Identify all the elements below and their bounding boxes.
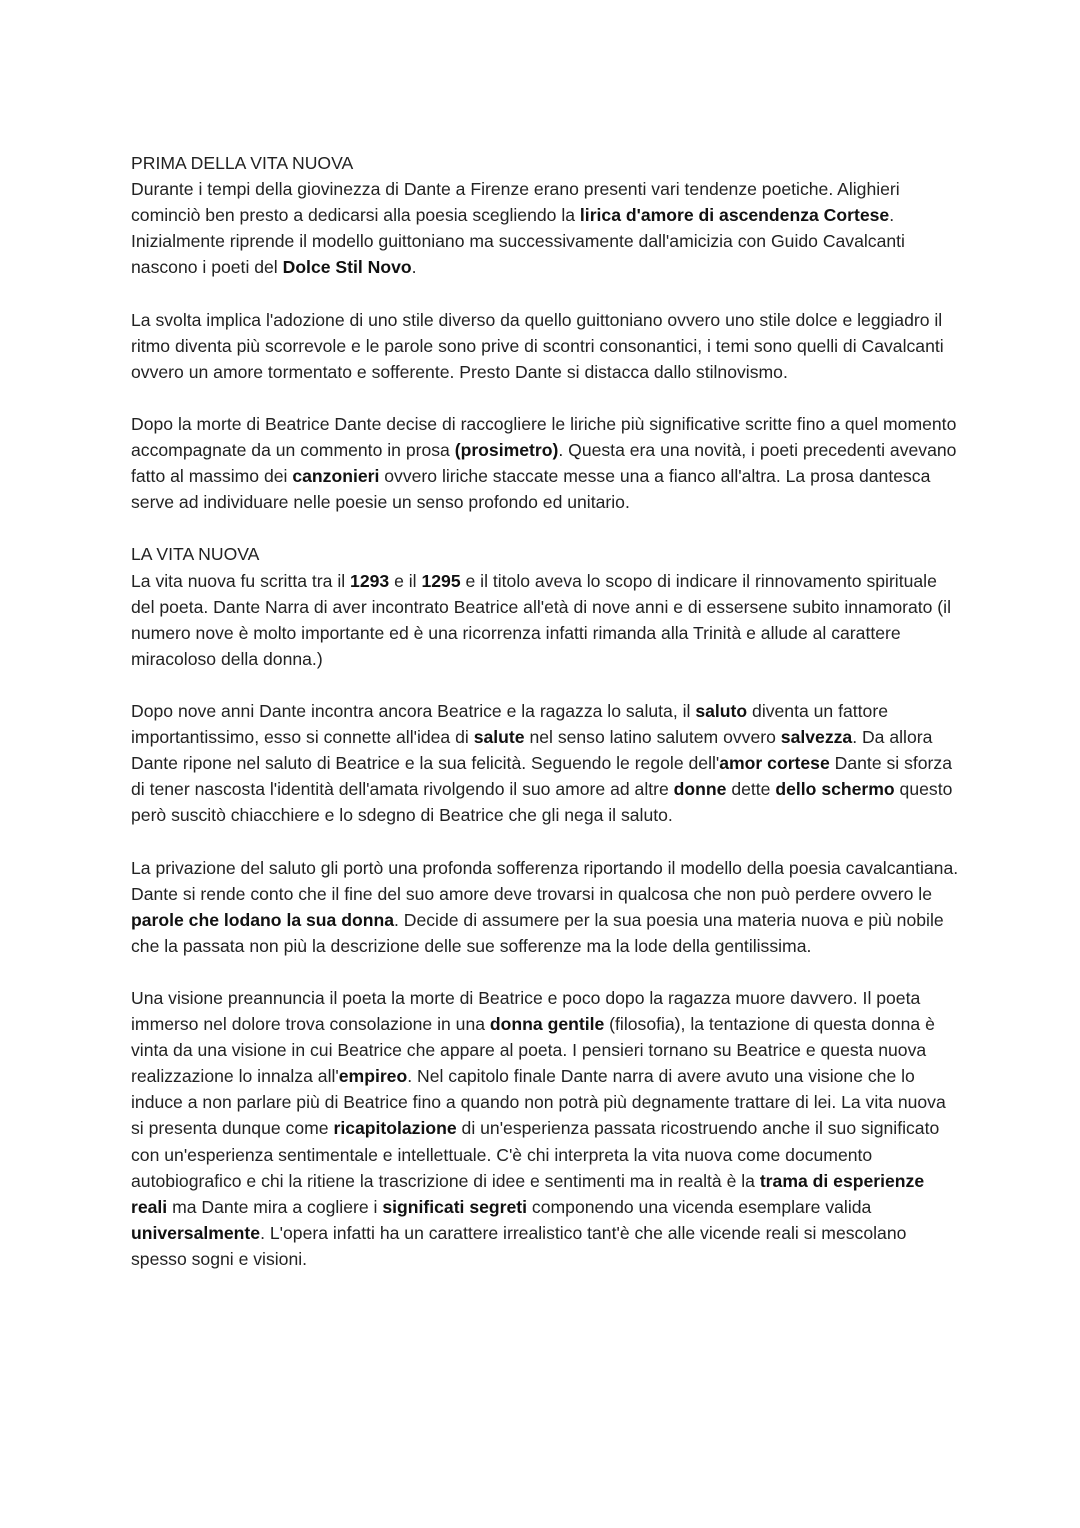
text-run: nel senso latino salutem ovvero — [524, 727, 781, 748]
text-run: . Questa era una novità, i poeti precedenti avevano fatto al massimo dei — [131, 440, 957, 487]
bold-term: saluto — [695, 700, 748, 721]
text-run: La vita nuova fu scritta tra il — [131, 570, 351, 591]
bold-term: donna gentile — [489, 1014, 605, 1035]
bold-term: empireo — [338, 1066, 408, 1087]
text-run: diventa un fattore importantissimo, esso si connette all'idea di — [131, 700, 888, 748]
bold-term: lirica d'amore di ascendenza Cortese — [579, 205, 890, 226]
text-run: dette — [726, 779, 776, 800]
bold-term: parole che lodano la sua donna — [131, 909, 394, 930]
paragraph — [131, 698, 961, 828]
document-page — [131, 150, 961, 1298]
text-run: La svolta implica l'adozione di uno stile diverso da quello guittoniano ovvero uno stile dolce e leggiadro il ritmo diventa più scorrevole e le parole sono prive di scontri consonantici, i temi sono quelli di Cavalcanti ovvero un amore tormentato e sofferente. Presto Dante si distacca dallo stilnovismo. — [131, 309, 944, 382]
text-run: . L'opera infatti ha un carattere irrealistico tant'è che alle vicende reali si mescolano spesso sogni e visioni. — [131, 1222, 907, 1269]
text-run: La privazione del saluto gli portò una profonda sofferenza riportando il modello della poesia cavalcantiana. Dante si rende conto che il fine del suo amore deve trovarsi in qualcosa che non può perdere ovvero le — [131, 857, 959, 904]
text-run: . — [411, 257, 417, 278]
text-run: questo però suscitò chiacchiere e lo sdegno di Beatrice che gli nega il saluto. — [131, 779, 953, 826]
bold-term: donne — [673, 779, 727, 800]
paragraph — [131, 855, 961, 959]
text-run: Durante i tempi della giovinezza di Dante a Firenze erano presenti vari tendenze poetiche. Alighieri cominciò ben presto a dedicarsi alla poesia scegliendo la — [131, 179, 900, 226]
text-run: . Da allora Dante ripone nel saluto di Beatrice e la sua felicità. Seguendo le regole dell' — [131, 727, 933, 774]
paragraph — [131, 985, 961, 1272]
bold-term: amor cortese — [719, 753, 830, 774]
text-run: e il titolo aveva lo scopo di indicare il rinnovamento spirituale del poeta. Dante Narra di aver incontrato Beatrice all'età di nove anni e di essersene subito innamorato (il numero nove è molto importante ed è una ricorrenza infatti rimanda alla Trinità e allude al carattere miracoloso della donna.) — [131, 570, 951, 669]
section-la-vita-nuova — [131, 541, 961, 1272]
paragraph — [131, 541, 961, 671]
paragraph — [131, 411, 961, 515]
bold-term: Dolce Stil Novo — [282, 257, 412, 278]
section-prima-della-vita-nuova — [131, 150, 961, 515]
text-run: . Nel capitolo finale Dante narra di avere avuto una visione che lo induce a non parlare più di Beatrice fino a quando non potrà più degnamente trattare di lei. La vita nuova si presenta dunque come — [131, 1066, 946, 1139]
text-run: . Decide di assumere per la sua poesia una materia nuova e più nobile che la passata non più la descrizione delle sue sofferenze ma la lode della gentilissima. — [131, 909, 944, 956]
section-heading: LA VITA NUOVA — [131, 544, 260, 565]
bold-term: dello schermo — [775, 779, 895, 800]
text-run: e il — [389, 570, 422, 591]
bold-term: canzonieri — [292, 466, 380, 487]
bold-term: ricapitolazione — [333, 1118, 457, 1139]
text-run: ovvero liriche staccate messe una a fianco all'altra. La prosa dantesca serve ad individuare nelle poesie un senso profondo ed unitario. — [131, 466, 931, 513]
bold-term: 1293 — [350, 570, 390, 591]
bold-term: trama di esperienze reali — [131, 1170, 925, 1217]
bold-term: salvezza — [780, 727, 853, 748]
text-run: ma Dante mira a cogliere i — [167, 1196, 383, 1217]
text-run: (filosofia), la tentazione di questa donna è vinta da una visione in cui Beatrice che appare al poeta. I pensieri tornano su Beatrice e questa nuova realizzazione lo innalza all' — [131, 1014, 935, 1087]
bold-term: (prosimetro) — [454, 440, 559, 461]
text-run: Dopo la morte di Beatrice Dante decise di raccogliere le liriche più significative scritte fino a quel momento accompagnate da un commento in prosa — [131, 413, 957, 461]
text-run: Una visione preannuncia il poeta la morte di Beatrice e poco dopo la ragazza muore davvero. Il poeta immerso nel dolore trova consolazione in una — [131, 988, 921, 1035]
bold-term: universalmente — [131, 1222, 261, 1243]
paragraph — [131, 150, 961, 280]
text-run: . Inizialmente riprende il modello guittoniano ma successivamente dall'amicizia con Guido Cavalcanti nascono i poeti del — [131, 205, 905, 278]
text-run: componendo una vicenda esemplare valida — [527, 1196, 872, 1217]
bold-term: salute — [473, 727, 525, 748]
bold-term: 1295 — [421, 570, 461, 591]
text-run: di un'esperienza passata ricostruendo anche il suo significato con un'esperienza sentimentale e intellettuale. C'è chi interpreta la vita nuova come documento autobiografico e chi la ritiene la trascrizione di idee e sentimenti ma in realtà è la — [131, 1118, 940, 1191]
paragraph — [131, 307, 961, 385]
bold-term: significati segreti — [382, 1196, 528, 1217]
text-run: Dante si sforza di tener nascosta l'identità dell'amata rivolgendo il suo amore ad altre — [131, 753, 952, 800]
section-heading: PRIMA DELLA VITA NUOVA — [131, 153, 354, 173]
text-run: Dopo nove anni Dante incontra ancora Beatrice e la ragazza lo saluta, il — [131, 700, 696, 721]
